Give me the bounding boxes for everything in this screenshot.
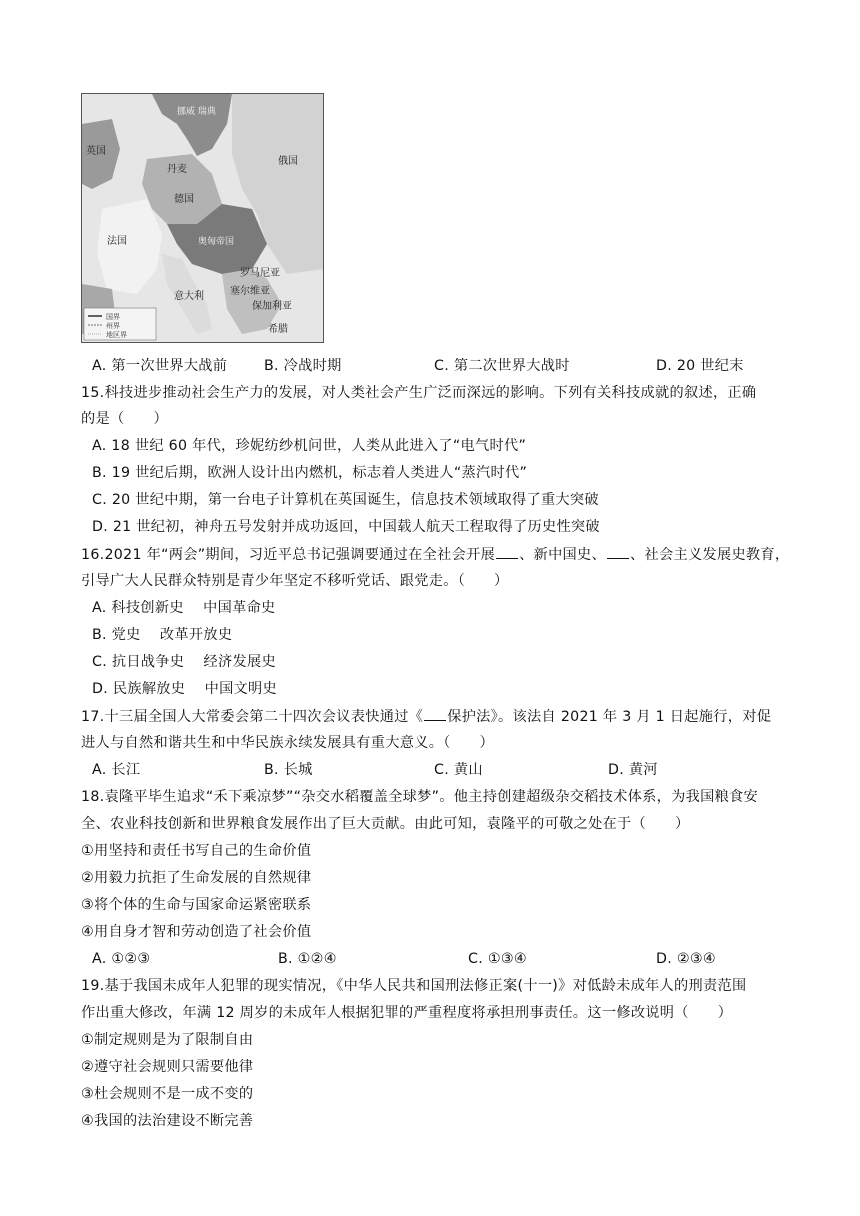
q19-stem-line1: 19.基于我国未成年人犯罪的现实情况，《中华人民共和国刑法修正案(十一)》对低龄未成年人的刑责范围 bbox=[81, 978, 747, 994]
q15-option-d[interactable]: D. 21 世纪初，神舟五号发射并成功返回，中国载人航天工程取得了历史性突破 bbox=[92, 519, 600, 535]
map-legend-1: 国界 bbox=[106, 313, 120, 321]
map-label-greece: 希腊 bbox=[268, 324, 288, 335]
q18-item-4: ④用自身才智和劳动创造了社会价值 bbox=[81, 924, 312, 940]
map-label-romania: 罗马尼亚 bbox=[240, 268, 280, 279]
map-label-austria-hungary: 奥匈帝国 bbox=[198, 237, 235, 247]
q16-blank-1 bbox=[496, 544, 518, 559]
q16-stem-part1: 16.2021 年“两会”期间，习近平总书记强调要通过在全社会开展 bbox=[81, 547, 496, 563]
q17-stem-part1: 17.十三届全国人大常委会第二十四次会议表快通过《 bbox=[81, 709, 424, 725]
q18-item-3: ③将个体的生命与国家命运紧密联系 bbox=[81, 897, 312, 913]
q19-item-3: ③杜会规则不是一成不变的 bbox=[81, 1086, 254, 1102]
q17-option-b[interactable]: B. 长城 bbox=[264, 762, 313, 778]
europe-map-svg bbox=[82, 94, 323, 342]
q14-option-d[interactable]: D. 20 世纪末 bbox=[656, 358, 744, 374]
q16-option-a[interactable]: A. 科技创新史 中国革命史 bbox=[92, 600, 276, 616]
q16-stem-part3: 、社会主义发展史教育， bbox=[630, 547, 790, 563]
q16-option-d[interactable]: D. 民族解放史 中国文明史 bbox=[92, 681, 278, 697]
q16-option-b[interactable]: B. 党史 改革开放史 bbox=[92, 627, 233, 643]
map-label-norway-sweden: 挪威 瑞典 bbox=[177, 107, 216, 117]
q17-option-d[interactable]: D. 黄河 bbox=[608, 762, 658, 778]
q17-option-a[interactable]: A. 长江 bbox=[92, 762, 141, 778]
q18-item-1: ①用坚持和责任书写自己的生命价值 bbox=[81, 843, 312, 859]
q17-stem-part2: 保护法》。该法自 2021 年 3 月 1 日起施行，对促 bbox=[447, 709, 772, 725]
q15-stem-line2: 的是（ ） bbox=[81, 411, 168, 427]
q17-stem-line1 bbox=[81, 706, 771, 727]
q18-item-2: ②用毅力抗拒了生命发展的自然规律 bbox=[81, 870, 312, 886]
q18-option-c[interactable]: C. ①③④ bbox=[468, 951, 527, 967]
q19-item-1: ①制定规则是为了限制自由 bbox=[81, 1032, 254, 1048]
q15-option-a[interactable]: A. 18 世纪 60 年代，珍妮纺纱机问世，人类从此进入了“电气时代” bbox=[92, 438, 527, 454]
q15-option-b[interactable]: B. 19 世纪后期，欧洲人设计出内燃机，标志着人类进人“蒸汽时代” bbox=[92, 465, 528, 481]
q16-blank-2 bbox=[607, 544, 629, 559]
q16-stem-line2: 引导广大人民群众特别是青少年坚定不移听党话、跟党走。（ ） bbox=[81, 573, 509, 589]
q16-stem-part2: 、新中国史、 bbox=[519, 547, 607, 563]
q18-option-d[interactable]: D. ②③④ bbox=[656, 951, 716, 967]
q16-option-c[interactable]: C. 抗日战争史 经济发展史 bbox=[92, 654, 276, 670]
q18-option-a[interactable]: A. ①②③ bbox=[92, 951, 151, 967]
q19-item-4: ④我国的法治建设不断完善 bbox=[81, 1113, 254, 1129]
q14-option-c[interactable]: C. 第二次世界大战时 bbox=[434, 358, 570, 374]
q19-item-2: ②遵守社会规则只需要他律 bbox=[81, 1059, 254, 1075]
q15-stem-line1: 15.科技进步推动社会生产力的发展，对人类社会产生广泛而深远的影响。下列有关科技成就的叙述，正确 bbox=[81, 385, 757, 401]
q18-stem-line2: 全、农业科技创新和世界粮食发展作出了巨大贡献。由此可知，袁隆平的可敬之处在于（ ） bbox=[81, 816, 690, 832]
europe-map-image bbox=[81, 93, 324, 343]
q16-stem-line1 bbox=[81, 544, 789, 565]
map-legend-2: 州界 bbox=[106, 322, 120, 330]
q17-blank bbox=[424, 706, 446, 721]
q15-option-c[interactable]: C. 20 世纪中期，第一台电子计算机在英国诞生，信息技术领域取得了重大突破 bbox=[92, 492, 599, 508]
q14-option-a[interactable]: A. 第一次世界大战前 bbox=[92, 358, 228, 374]
q14-option-b[interactable]: B. 冷战时期 bbox=[264, 358, 342, 374]
q18-option-b[interactable]: B. ①②④ bbox=[278, 951, 337, 967]
map-label-serbia: 塞尔维亚 bbox=[230, 286, 270, 297]
map-label-denmark: 丹麦 bbox=[167, 164, 187, 175]
map-label-bulgaria: 保加利亚 bbox=[252, 301, 292, 312]
map-label-russia: 俄国 bbox=[278, 156, 298, 167]
q17-option-c[interactable]: C. 黄山 bbox=[434, 762, 483, 778]
q18-stem-line1: 18.袁隆平毕生追求“禾下乘凉梦”“杂交水稻覆盖全球梦”。他主持创建超级杂交稻技术体系，为我国粮食安 bbox=[81, 789, 759, 805]
map-label-italy: 意大利 bbox=[174, 291, 204, 302]
q19-stem-line2: 作出重大修改，年满 12 周岁的未成年人根据犯罪的严重程度将承担刑事责任。这一修改说明（ ） bbox=[81, 1005, 733, 1021]
q17-stem-line2: 进人与自然和谐共生和中华民族永续发展具有重大意义。（ ） bbox=[81, 735, 495, 751]
map-label-france: 法国 bbox=[107, 236, 127, 247]
map-label-britain: 英国 bbox=[86, 146, 106, 157]
map-legend-3: 地区界 bbox=[106, 331, 127, 339]
map-label-germany: 德国 bbox=[174, 194, 194, 205]
